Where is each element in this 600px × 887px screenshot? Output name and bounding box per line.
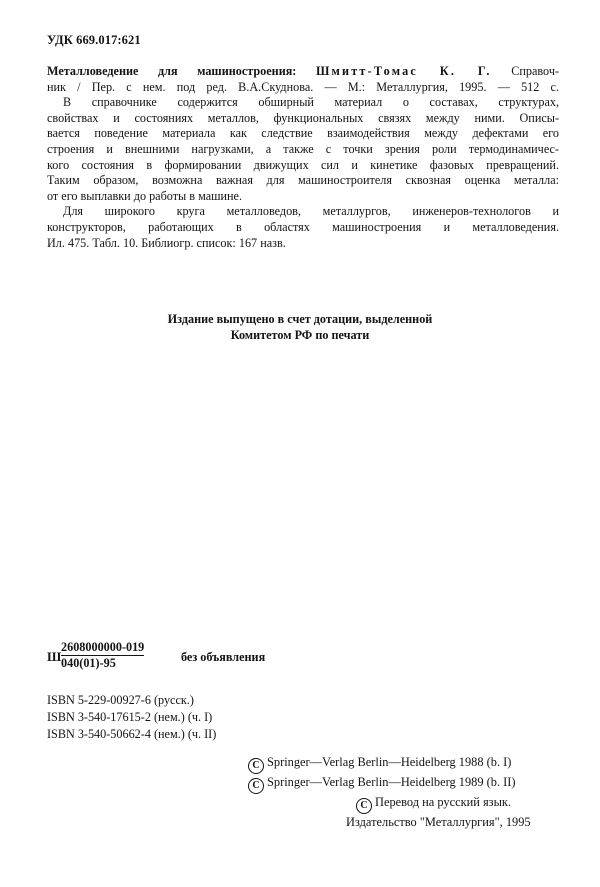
illustrations-count: Ил. 475. Табл. 10. Библиогр. список: 167 назв. <box>47 235 286 250</box>
code-note: без объявления <box>181 650 266 664</box>
abstract-line-2: ник / Пер. с нем. под ред. В.А.Скуднова. — М.: Металлургия, 1995. — 512 с. <box>47 79 559 94</box>
bibliographic-abstract <box>47 64 559 251</box>
description-line: строения и внешними нагрузками, а также с точки зрения роли термодинамичес- <box>47 141 559 156</box>
description-line: В справочнике содержится обширный материал о составах, структурах, <box>63 95 559 110</box>
audience-line: конструкторов, работающих в областях машиностроения и металловедения. <box>47 219 559 234</box>
subsidy-line: Комитетом РФ по печати <box>230 328 370 342</box>
copyright-line <box>248 754 531 774</box>
copyright-icon: C <box>356 798 372 814</box>
udk-code: УДК 669.017:621 <box>47 33 141 47</box>
copyright-text: Springer—Verlag Berlin—Heidelberg 1989 (b. II) <box>267 775 516 789</box>
code-numerator: 2608000000-019 <box>61 640 145 654</box>
publisher-line: Издательство "Металлургия", 1995 <box>346 815 531 829</box>
isbn-line: ISBN 3-540-50662-4 (нем.) (ч. II) <box>47 727 217 741</box>
copyright-icon: C <box>248 758 264 774</box>
subsidy-line: Издание выпущено в счет дотации, выделенной <box>167 312 433 326</box>
description-line: свойствах и состояниях металлов, функциональных связях между ними. Описы- <box>47 110 559 125</box>
copyright-text: Springer—Verlag Berlin—Heidelberg 1988 (b. I) <box>267 755 512 769</box>
code-letter: Ш <box>47 649 62 664</box>
code-fraction <box>61 640 144 671</box>
book-title: Металловедение для машиностроения: <box>47 64 297 78</box>
audience-line: Для широкого круга металловедов, металлургов, инженеров-технологов и <box>63 204 559 219</box>
subsidy-notice <box>0 311 600 343</box>
copyright-block <box>248 754 531 832</box>
abstract-line-1 <box>47 64 559 80</box>
isbn-list <box>47 692 216 743</box>
description-line: кого состояния в формировании движущих сил и кинетике фазовых превращений. <box>47 157 559 172</box>
description-line: вается поведение материала как следствие взаимодействия между дефектами его <box>47 126 559 141</box>
code-denominator: 040(01)-95 <box>61 655 144 671</box>
description-line: Таким образом, возможна важная для машиностроителя сквозная оценка металла: <box>47 173 559 188</box>
copyright-icon: C <box>248 778 264 794</box>
book-author: Шмитт-Томас К. Г. <box>315 64 492 78</box>
copyright-line <box>248 774 531 794</box>
copyright-line <box>248 794 531 814</box>
translation-note: Перевод на русский язык. <box>375 795 512 809</box>
isbn-line: ISBN 3-540-17615-2 (нем.) (ч. I) <box>47 710 213 724</box>
description-line: от его выплавки до работы в машине. <box>47 188 243 203</box>
book-title-tail: Справоч- <box>511 64 560 78</box>
isbn-line: ISBN 5-229-00927-6 (русск.) <box>47 693 194 707</box>
